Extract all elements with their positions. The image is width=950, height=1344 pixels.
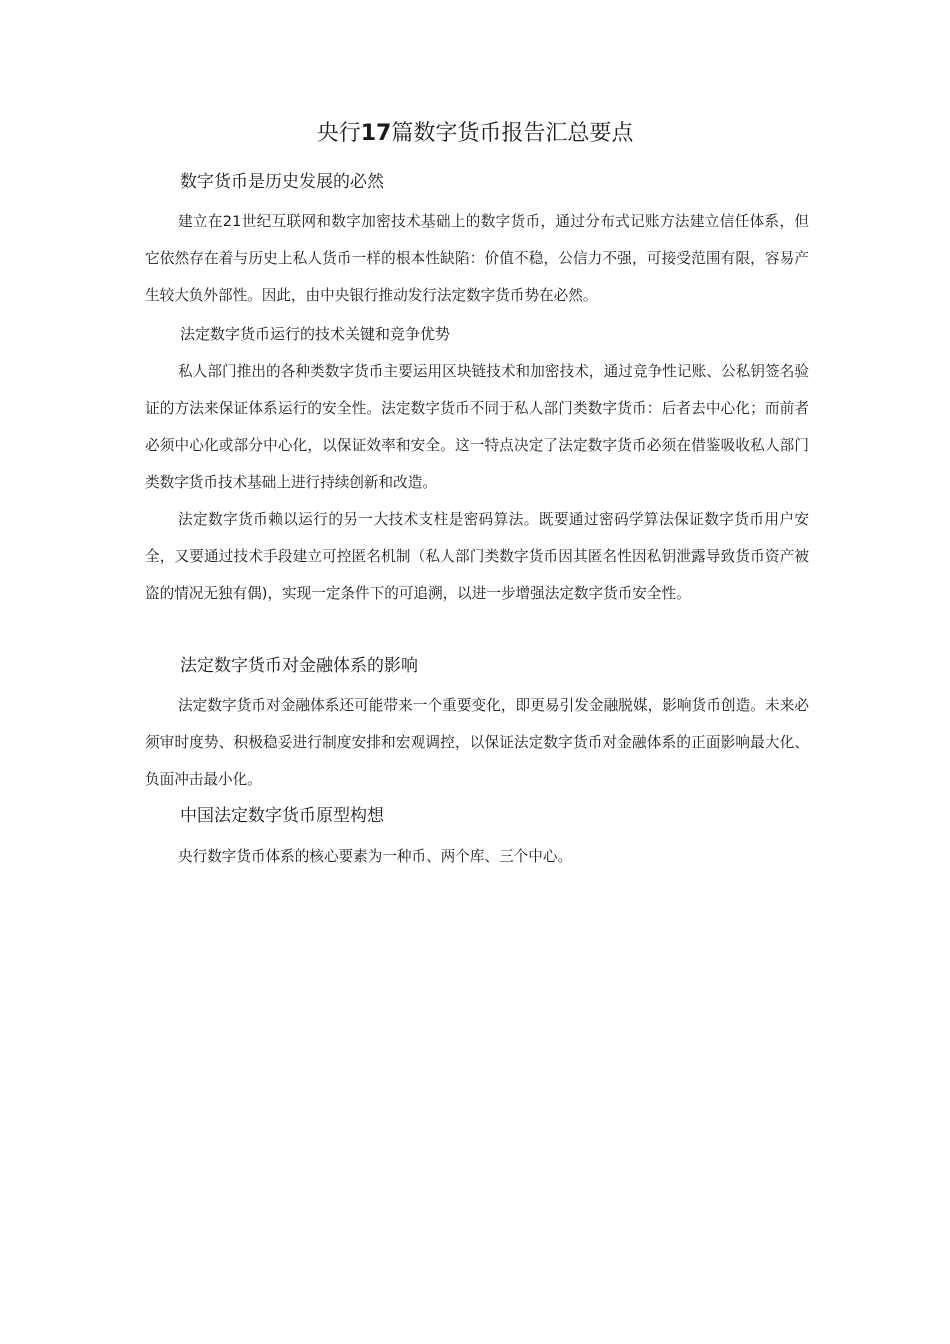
paragraph-1: 建立在21世纪互联网和数字加密技术基础上的数字货币，通过分布式记账方法建立信任体系，但它依然存在着与历史上私人货币一样的根本性缺陷：价值不稳，公信力不强，可接受范围有限，容易产生较大负外部性。因此，由中央银行推动发行法定数字货币势在必然。 — [145, 213, 809, 304]
paragraph-4: 法定数字货币对金融体系还可能带来一个重要变化，即更易引发金融脱媒，影响货币创造。未来必须审时度势、积极稳妥进行制度安排和宏观调控，以保证法定数字货币对金融体系的正面影响最大化、负面冲击最小化。 — [145, 697, 809, 788]
paragraph-2: 私人部门推出的各种类数字货币主要运用区块链技术和加密技术，通过竞争性记账、公私钥签名验证的方法来保证体系运行的安全性。法定数字货币不同于私人部门类数字货币：后者去中心化；而前者必须中心化或部分中心化，以保证效率和安全。这一特点决定了法定数字货币必须在借鉴吸收私人部门类数字货币技术基础上进行持续创新和改造。 — [145, 363, 809, 491]
paragraph-5: 央行数字货币体系的核心要素为一种币、两个库、三个中心。 — [178, 848, 573, 865]
paragraph-3: 法定数字货币赖以运行的另一大技术支柱是密码算法。既要通过密码学算法保证数字货币用户安全，又要通过技术手段建立可控匿名机制（私人部门类数字货币因其匿名性因私钥泄露导致货币资产被盗的情况无独有偶)，实现一定条件下的可追溯，以进一步增强法定数字货币安全性。 — [145, 511, 809, 602]
title-suffix: 篇数字货币报告汇总要点 — [391, 121, 634, 146]
document-title — [0, 118, 950, 150]
section-heading-3: 法定数字货币对金融体系的影响 — [180, 656, 418, 676]
section-heading-2: 法定数字货币运行的技术关键和竞争优势 — [180, 325, 451, 343]
title-prefix: 央行 — [316, 121, 361, 146]
section-heading-4: 中国法定数字货币原型构想 — [180, 806, 384, 826]
section-heading-1: 数字货币是历史发展的必然 — [180, 172, 384, 192]
title-number: 17 — [360, 121, 392, 146]
